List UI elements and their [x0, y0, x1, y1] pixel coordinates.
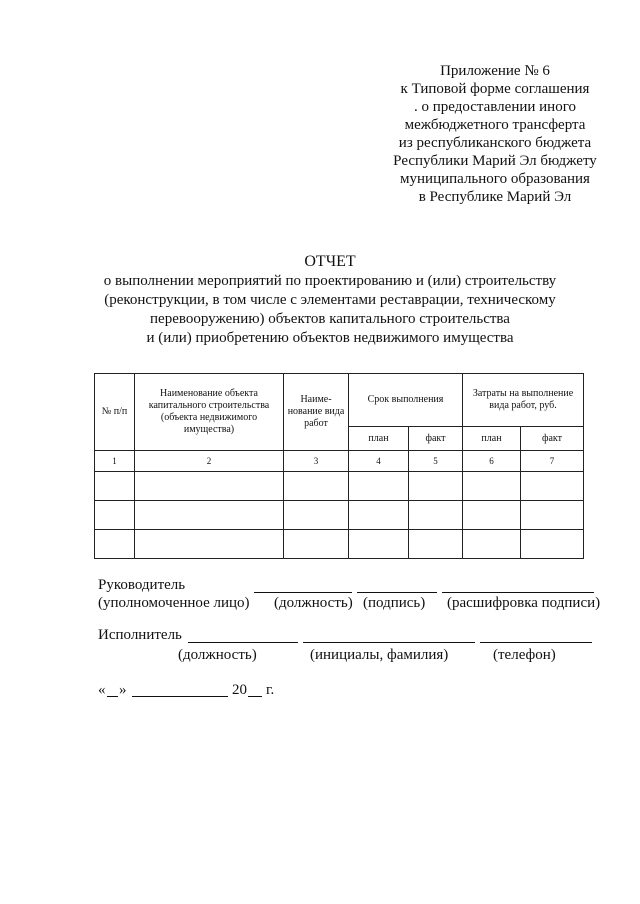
- table-cell: [409, 530, 463, 559]
- head-label: Руководитель: [98, 577, 186, 593]
- header-work-type: Наиме-нование вида работ: [284, 374, 349, 451]
- appendix-line: из республиканского бюджета: [398, 135, 592, 151]
- table-column-numbers-row: [95, 451, 584, 472]
- date-day-line: [107, 696, 118, 697]
- appendix-header: [360, 62, 630, 206]
- appendix-line: муниципального образования: [400, 171, 590, 187]
- report-subtitle-line: о выполнении мероприятий по проектированию и (или) строительству: [103, 273, 557, 289]
- table-cell: [135, 530, 284, 559]
- table-cell: [409, 472, 463, 501]
- head-decoding-caption: (расшифровка подписи): [447, 595, 601, 611]
- date-year-line: [248, 696, 262, 697]
- column-number: 6: [463, 451, 521, 472]
- table-row: [95, 501, 584, 530]
- report-subtitle-line: (реконструкции, в том числе с элементами реставрации, техническому: [104, 292, 556, 308]
- table-cell: [95, 501, 135, 530]
- table-cell: [349, 501, 409, 530]
- appendix-line: в Республике Марий Эл: [418, 189, 572, 205]
- header-fact: факт: [521, 427, 584, 451]
- table-cell: [95, 472, 135, 501]
- date-suffix: г.: [266, 682, 275, 698]
- appendix-line: к Типовой форме соглашения: [400, 81, 590, 97]
- column-number: 3: [284, 451, 349, 472]
- column-number: 7: [521, 451, 584, 472]
- date-open-quote: «: [98, 682, 106, 698]
- executor-name-line: [303, 642, 475, 643]
- header-plan: план: [463, 427, 521, 451]
- report-subtitle-line: перевооружению) объектов капитального строительства: [150, 311, 510, 327]
- table-cell: [135, 472, 284, 501]
- executor-phone-caption: (телефон): [493, 647, 556, 663]
- table-cell: [521, 501, 584, 530]
- header-plan: план: [349, 427, 409, 451]
- header-fact: факт: [409, 427, 463, 451]
- executor-phone-line: [480, 642, 592, 643]
- date-year-prefix: 20: [232, 682, 247, 698]
- table-cell: [463, 501, 521, 530]
- table-cell: [284, 530, 349, 559]
- head-sublabel: (уполномоченное лицо): [98, 595, 250, 611]
- appendix-line: Приложение № 6: [440, 63, 550, 79]
- head-decoding-line: [442, 592, 594, 593]
- appendix-line: Республики Марий Эл бюджету: [393, 153, 597, 169]
- table-header-row: [95, 374, 584, 427]
- date-close-quote: »: [119, 682, 127, 698]
- executor-name-caption: (инициалы, фамилия): [310, 647, 449, 663]
- report-subtitle-line: и (или) приобретению объектов недвижимого имущества: [146, 330, 514, 346]
- header-num: № п/п: [95, 374, 135, 451]
- column-number: 5: [409, 451, 463, 472]
- executor-position-line: [188, 642, 298, 643]
- column-number: 1: [95, 451, 135, 472]
- table-cell: [463, 530, 521, 559]
- table-cell: [521, 472, 584, 501]
- table-row: [95, 530, 584, 559]
- table-cell: [135, 501, 284, 530]
- header-object-name: Наименование объекта капитального строительства (объекта недвижимого имущества): [135, 374, 284, 451]
- head-signature-caption: (подпись): [363, 595, 426, 611]
- executor-label: Исполнитель: [98, 627, 182, 643]
- header-deadline: Срок выполнения: [349, 374, 463, 427]
- table-cell: [95, 530, 135, 559]
- date-month-line: [132, 696, 228, 697]
- appendix-line: . о предоставлении иного: [414, 99, 576, 115]
- column-number: 4: [349, 451, 409, 472]
- head-signature-line: [357, 592, 437, 593]
- table-cell: [349, 472, 409, 501]
- report-title: ОТЧЕТ: [304, 253, 356, 270]
- executor-position-caption: (должность): [178, 647, 257, 663]
- column-number: 2: [135, 451, 284, 472]
- table-cell: [463, 472, 521, 501]
- table-row: [95, 472, 584, 501]
- header-costs: Затраты на выполнение вида работ, руб.: [463, 374, 584, 427]
- head-position-line: [254, 592, 352, 593]
- report-title-block: [60, 252, 600, 348]
- table-cell: [284, 501, 349, 530]
- appendix-line: межбюджетного трансферта: [404, 117, 586, 133]
- report-table: [94, 373, 584, 559]
- table-cell: [409, 501, 463, 530]
- head-position-caption: (должность): [274, 595, 353, 611]
- table-cell: [521, 530, 584, 559]
- table-cell: [284, 472, 349, 501]
- table-cell: [349, 530, 409, 559]
